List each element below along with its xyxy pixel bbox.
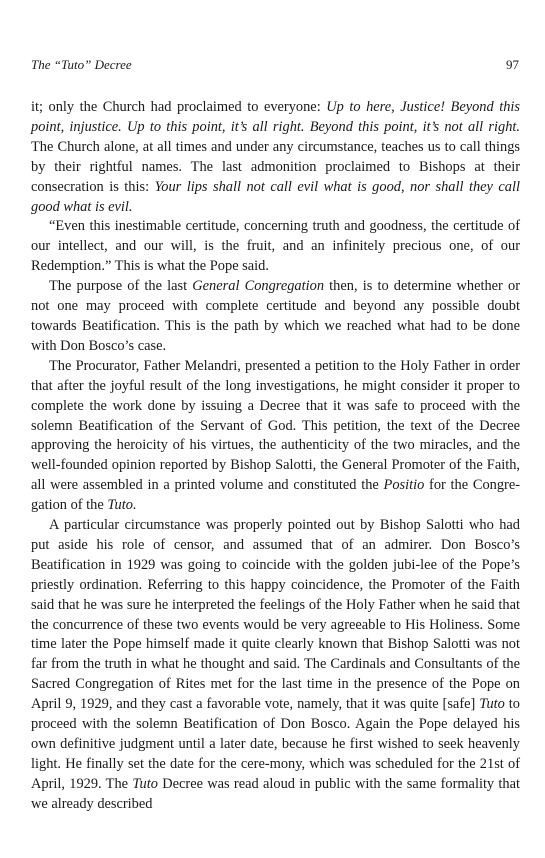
italic-run: Tuto <box>479 696 505 713</box>
running-head <box>31 57 519 73</box>
page-number: 97 <box>506 57 519 72</box>
italic-run: Your lips shall not call evil what is good, nor shall they call good what is evil. <box>31 178 521 215</box>
paragraph-4 <box>31 357 520 516</box>
paragraph-2 <box>31 217 520 277</box>
text-run: The purpose of the last <box>49 278 193 295</box>
italic-run: General Congregation <box>192 278 325 295</box>
text-run: The Procurator, Father Melandri, presented a petition to the Holy Father in order that after the joyful result of the long investigations, he might consider it proper to complete the work done by issuing a Decree that it was safe to proceed with the solemn Beatification of the Servant of God. This petition, the text of the Decree approving the heroicity of his virtues, the authenticity of the two miracles, and the well-founded opinion reported by Bishop Salotti, the General Promoter of the Faith, all were assembled in a printed volume and constituted the <box>31 357 520 494</box>
text-run: Decree was read aloud in public with the same formality that we already described <box>31 775 520 812</box>
text-run: for the Congre-gation of the <box>31 477 520 514</box>
text-run: The Church alone, at all times and under any circumstance, teaches us to call things by their rightful names. The last admonition proclaimed to Bishops at their consecration is this: <box>31 138 520 195</box>
text-run: “Even this inestimable certitude, concerning truth and goodness, the certitude of our intellect, and our will, is the fruit, and an infinitely precious one, of our Redemption.” This is what the Pope said. <box>31 218 520 275</box>
text-run: to proceed with the solemn Beatification of Don Bosco. Again the Pope delayed his own definitive judgment until a later date, because he first wished to seek heavenly light. He finally set the date for the cere-mony, which was scheduled for the 21st of April, 1929. The <box>31 696 520 792</box>
italic-run: Positio <box>383 477 425 494</box>
body-text <box>31 98 520 815</box>
italic-run: Up to here, Justice! Beyond this point, injustice. Up to this point, it’s all right. Beyond this point, it’s not all right. <box>31 99 521 135</box>
text-run: A particular circumstance was properly pointed out by Bishop Salotti who had put aside his role of censor, and assumed that of an admirer. Don Bosco’s Beatification in 1929 was going to coincide with the golden jubi-lee of the Pope’s priestly ordination. Referring to this happy coincidence, the Promoter of the Faith said that he was sure he interpreted the feelings of the Holy Father when he said that the concurrence of these two events would be very agreeable to His Holiness. Some time later the Pope himself made it quite clearly known that Bishop Salotti was not far from the truth in what he thought and said. The Cardinals and Consultants of the Sacred Congregation of Rites met for the last time in the presence of the Pope on April 9, 1929, and they cast a favorable vote, namely, that it was quite [safe] <box>31 517 520 713</box>
italic-run: Tuto <box>132 775 158 792</box>
text-run: then, is to determine whether or not one may proceed with complete certitude and beyond any possible doubt towards Beatification. This is the path by which we reached what had to be done with Don Bosco’s case. <box>31 278 520 354</box>
running-title: The “Tuto” Decree <box>31 57 132 72</box>
paragraph-1 <box>31 98 520 217</box>
text-run: it; only the Church had proclaimed to everyone: <box>31 99 327 115</box>
paragraph-5 <box>31 516 520 815</box>
italic-run: Tuto. <box>107 497 137 514</box>
paragraph-3 <box>31 277 520 357</box>
